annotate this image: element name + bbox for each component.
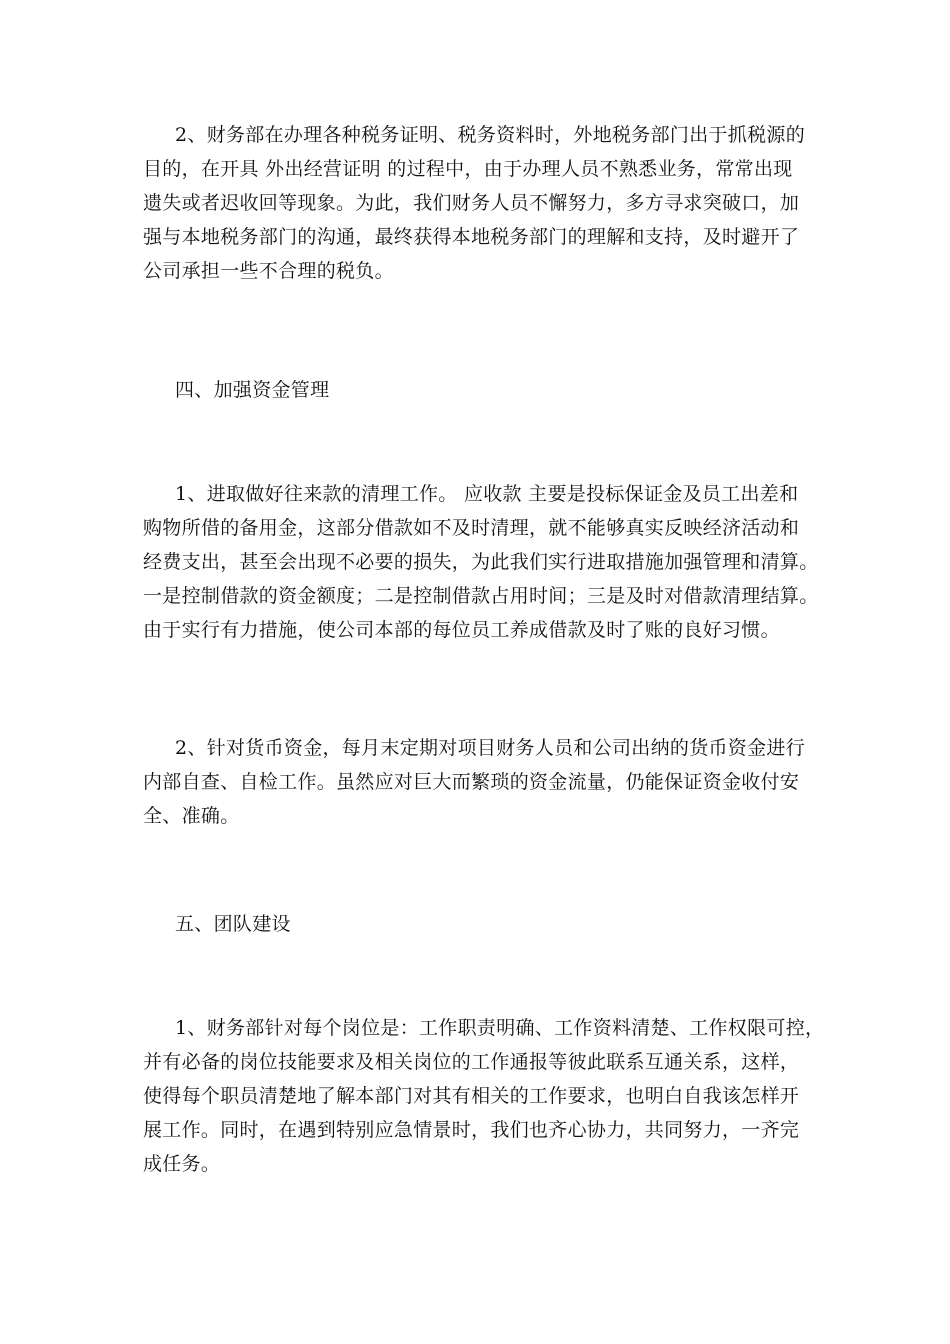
heading-text: 五、团队建设	[175, 913, 291, 935]
text-line: 强与本地税务部门的沟通，最终获得本地税务部门的理解和支持，及时避开了	[143, 226, 800, 248]
text-line: 2、财务部在办理各种税务证明、税务资料时，外地税务部门出于抓税源的	[175, 124, 805, 146]
text-line: 并有必备的岗位技能要求及相关岗位的工作通报等彼此联系互通关系，这样，	[143, 1051, 800, 1073]
text-line: 购物所借的备用金，这部分借款如不及时清理，就不能够真实反映经济活动和	[143, 517, 800, 539]
section-heading-fund-management	[143, 373, 805, 407]
paragraph-job-responsibilities	[143, 1011, 825, 1181]
text-line: 展工作。同时，在遇到特别应急情景时，我们也齐心协力，共同努力，一齐完	[143, 1119, 800, 1141]
paragraph-tax-certificates	[143, 118, 805, 288]
text-line: 由于实行有力措施，使公司本部的每位员工养成借款及时了账的良好习惯。	[143, 619, 780, 641]
text-line: 2、针对货币资金，每月末定期对项目财务人员和公司出纳的货币资金进行	[175, 737, 805, 759]
text-line: 目的，在开具 外出经营证明 的过程中，由于办理人员不熟悉业务，常常出现	[143, 158, 793, 180]
section-heading-team-building	[143, 907, 805, 941]
text-line: 一是控制借款的资金额度；二是控制借款占用时间；三是及时对借款清理结算。	[143, 585, 819, 607]
paragraph-receivables-cleanup	[143, 477, 819, 647]
text-line: 经费支出，甚至会出现不必要的损失，为此我们实行进取措施加强管理和清算。	[143, 551, 819, 573]
text-line: 1、财务部针对每个岗位是：工作职责明确、工作资料清楚、工作权限可控，	[175, 1017, 825, 1039]
text-line: 内部自查、自检工作。虽然应对巨大而繁琐的资金流量，仍能保证资金收付安	[143, 771, 800, 793]
text-line: 使得每个职员清楚地了解本部门对其有相关的工作要求，也明白自我该怎样开	[143, 1085, 800, 1107]
text-line: 公司承担一些不合理的税负。	[143, 260, 394, 282]
text-line: 1、进取做好往来款的清理工作。 应收款 主要是投标保证金及员工出差和	[175, 483, 799, 505]
paragraph-monetary-funds	[143, 731, 805, 833]
text-line: 成任务。	[143, 1153, 221, 1175]
text-line: 全、准确。	[143, 805, 240, 827]
heading-text: 四、加强资金管理	[175, 379, 330, 401]
text-line: 遗失或者迟收回等现象。为此，我们财务人员不懈努力，多方寻求突破口，加	[143, 192, 800, 214]
